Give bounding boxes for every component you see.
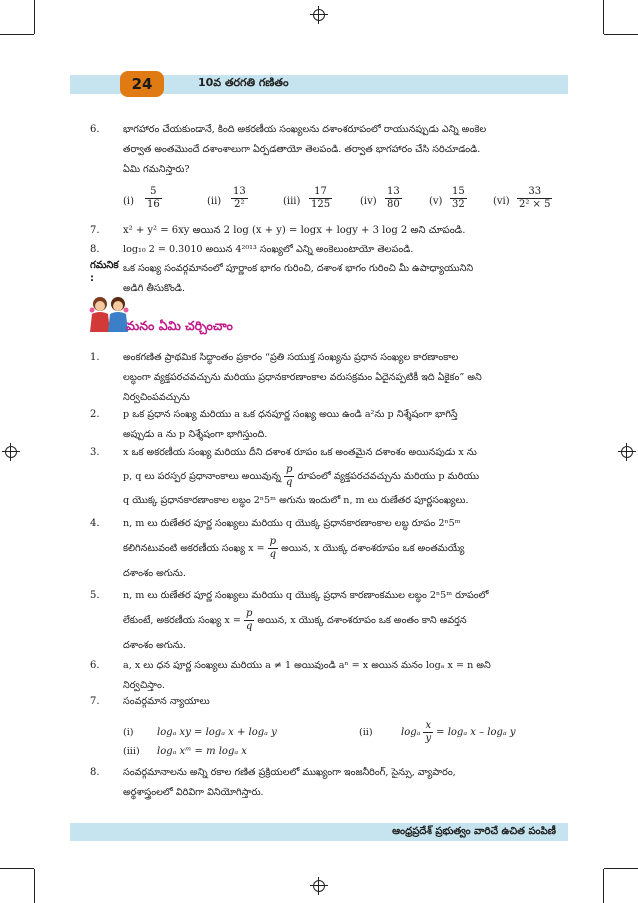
item-line: నిర్వచింపవచ్చును [123,392,190,403]
item-text [123,656,568,696]
crop-mark [34,0,35,34]
item-line: నిర్వచిస్తాం. [123,680,165,691]
item-text: సంవర్గమాన న్యాయాలు [123,696,210,707]
item-line: కలిగినటువంటి అకరణీయ సంఖ్య x = $\frac{p}{q}$ అయిన, x యొక్క దశాంశరూపం ఒక అంతమయ్యే [123,536,465,560]
registration-mark-icon [313,9,325,21]
fraction: $\frac{17}{125}$ [311,186,331,210]
option-label: (iii) [283,196,301,207]
note-text [123,259,568,299]
question-number: 8. [90,244,100,255]
item-number: 2. [90,409,100,420]
header-title: 10వ తరగతి గణితం [198,76,289,89]
option-label: (i) [123,196,135,207]
question-line: ఏమి గమనిస్తారు? [123,164,190,175]
fraction: $\frac{33}{\text{2² × 5}}$ [519,186,551,210]
crop-mark [603,869,604,903]
option-label: (v) [429,196,443,207]
option-label: (iv) [360,196,377,207]
question-number: 7. [90,225,100,236]
crop-mark [0,34,34,35]
item-line: అప్పుడు a ను p నిశ్శేషంగా భాగిస్తుంది. [123,429,268,440]
item-text [123,763,568,803]
question-text [123,120,568,180]
item-line: x ఒక అకరణీయ సంఖ్య మరియు దీని దశాంశ రూపం ఒక అంతమైన దశాంశం అయినపుడు x ను [123,447,477,458]
law-formula: logₐ xᵐ = m logₐ x [157,746,247,757]
question-line: తర్వాత అంతమొందే దశాంశాలుగా ఏర్పడతాయో తెలపండి. తర్వాత భాగహారం చేసి సరిచూడండి. [123,144,481,155]
item-line: n, m లు రుణేతర పూర్ణ సంఖ్యలు మరియు q యొక్క ప్రధాన కారణాంకముల లబ్ధం 2ⁿ5ᵐ రూపంలో [123,590,489,601]
item-line: దశాంశం అగును. [123,640,186,651]
crop-mark [34,869,35,903]
item-line: a, x లు ధన పూర్ణ సంఖ్యలు మరియు a ≠ 1 అయివుండి aⁿ = x అయిన మనం logₐ x = n అని [123,660,491,671]
fraction-options [90,186,568,216]
item-line: లబ్ధంగా వ్యక్తపరచవచ్చును మరియు ప్రధానకారణాంకాల వరుసక్రమం ఏదైనప్పటికీ ఇది ఏకైకం” అని [123,372,482,383]
law-label: (i) [123,727,134,738]
law-label: (ii) [359,727,373,738]
law-formula: logₐ xy = logₐ x + logₐ y [157,727,277,738]
fraction: $\frac{5}{16}$ [147,186,160,210]
option-label: (vi) [493,196,510,207]
item-text [123,443,568,511]
question-line: భాగహారం చేయకుండానే, కింది అకరణీయ సంఖ్యలను దశాంశరూపంలో రాయునప్పుడు ఎన్ని అంకెల [123,124,487,135]
question-text: log₁₀ 2 = 0.3010 అయిన 4²⁰¹³ సంఖ్యలో ఎన్ని అంకెలుంటాయో తెలపండి. [123,244,414,255]
item-line: అర్థశాస్త్రంలలో విరివిగా వినియోగిస్తారు. [123,787,264,798]
item-text [123,348,568,408]
item-text [123,405,568,445]
note-label: గమనిక : [90,260,119,284]
note-line: ఒక సంఖ్య సంవర్గమానంలో పూర్ణాంక భాగం గురించి, దశాంశ భాగం గురించి మీ ఉపాధ్యాయునిని [123,263,474,274]
fraction: $\frac{13}{\text{2²}}$ [233,186,246,210]
item-text [123,586,568,656]
registration-mark-icon [5,446,17,458]
registration-mark-icon [621,446,633,458]
crop-mark [604,868,638,869]
item-line: p, q లు పరస్పర ప్రధానాంకాలు అయివున్న $\frac{p}{q}$ రూపంలో వ్యక్తపరచవచ్చును మరియు p మరియు [123,464,480,488]
registration-mark-icon [313,880,325,892]
item-number: 3. [90,447,100,458]
page-footer [70,823,568,841]
item-number: 8. [90,767,100,778]
question-text: x² + y² = 6xy అయిన 2 log (x + y) = logx + logy + 3 log 2 అని చూపండి. [123,225,466,236]
item-text [123,514,568,584]
item-number: 4. [90,518,100,529]
fraction: $\frac{13}{80}$ [387,186,400,210]
item-line: n, m లు రుణేతర పూర్ణ సంఖ్యలు మరియు q యొక్క ప్రధానకారణాంకాల లబ్ధ రూపం 2ⁿ5ᵐ [123,518,461,529]
page-number: 24 [120,71,164,97]
item-number: 7. [90,696,100,707]
note-line: అడిగి తీసుకొండి. [123,283,186,294]
item-line: దశాంశం అగును. [123,568,186,579]
item-line: q యొక్క ప్రధానకారణాంకాల లబ్ధం 2ⁿ5ᵐ అగును ఇందులో n, m లు రుణేతర పూర్ణసంఖ్యలు. [123,495,469,506]
law-label: (iii) [123,746,140,757]
option-label: (ii) [207,196,222,207]
item-number: 6. [90,660,100,671]
item-line: అంకగణిత ప్రాథమిక సిద్ధాంతం ప్రకారం “ప్రతి సయుక్త సంఖ్యను ప్రధాన సంఖ్యల కారణాంకాల [123,352,459,363]
question-number: 6. [90,124,100,135]
item-line: p ఒక ప్రధాన సంఖ్య మరియు a ఒక ధనపూర్ణ సంఖ్య అయి ఉండి a²ను p నిశ్శేషంగా భాగిస్తే [123,409,458,420]
item-line: సంవర్గమానాలను అన్ని రకాల గణిత ప్రక్రియలలో ముఖ్యంగా ఇంజనీరింగ్, సైన్సు, వ్యాపారం, [123,767,456,778]
crop-mark [0,868,34,869]
section-title: మనం ఏమి చర్చించాం [126,318,233,333]
fraction: $\frac{15}{32}$ [452,186,465,210]
page-header [70,75,568,94]
item-number: 1. [90,352,100,363]
law-formula: logₐ $\frac{x}{y}$ = logₐ x – logₐ y [401,720,516,744]
footer-text: ఆంధ్రప్రదేశ్ ప్రభుత్వం వారిచే ఉచిత పంపిణీ [392,826,556,837]
crop-mark [603,0,604,34]
item-line: లేకుంటే, అకరణీయ సంఖ్య x = $\frac{p}{q}$ అయిన, x యొక్క దశాంశరూపం ఒక అంతం కాని ఆవర్తన [123,608,467,632]
item-number: 5. [90,590,100,601]
crop-mark [604,34,638,35]
